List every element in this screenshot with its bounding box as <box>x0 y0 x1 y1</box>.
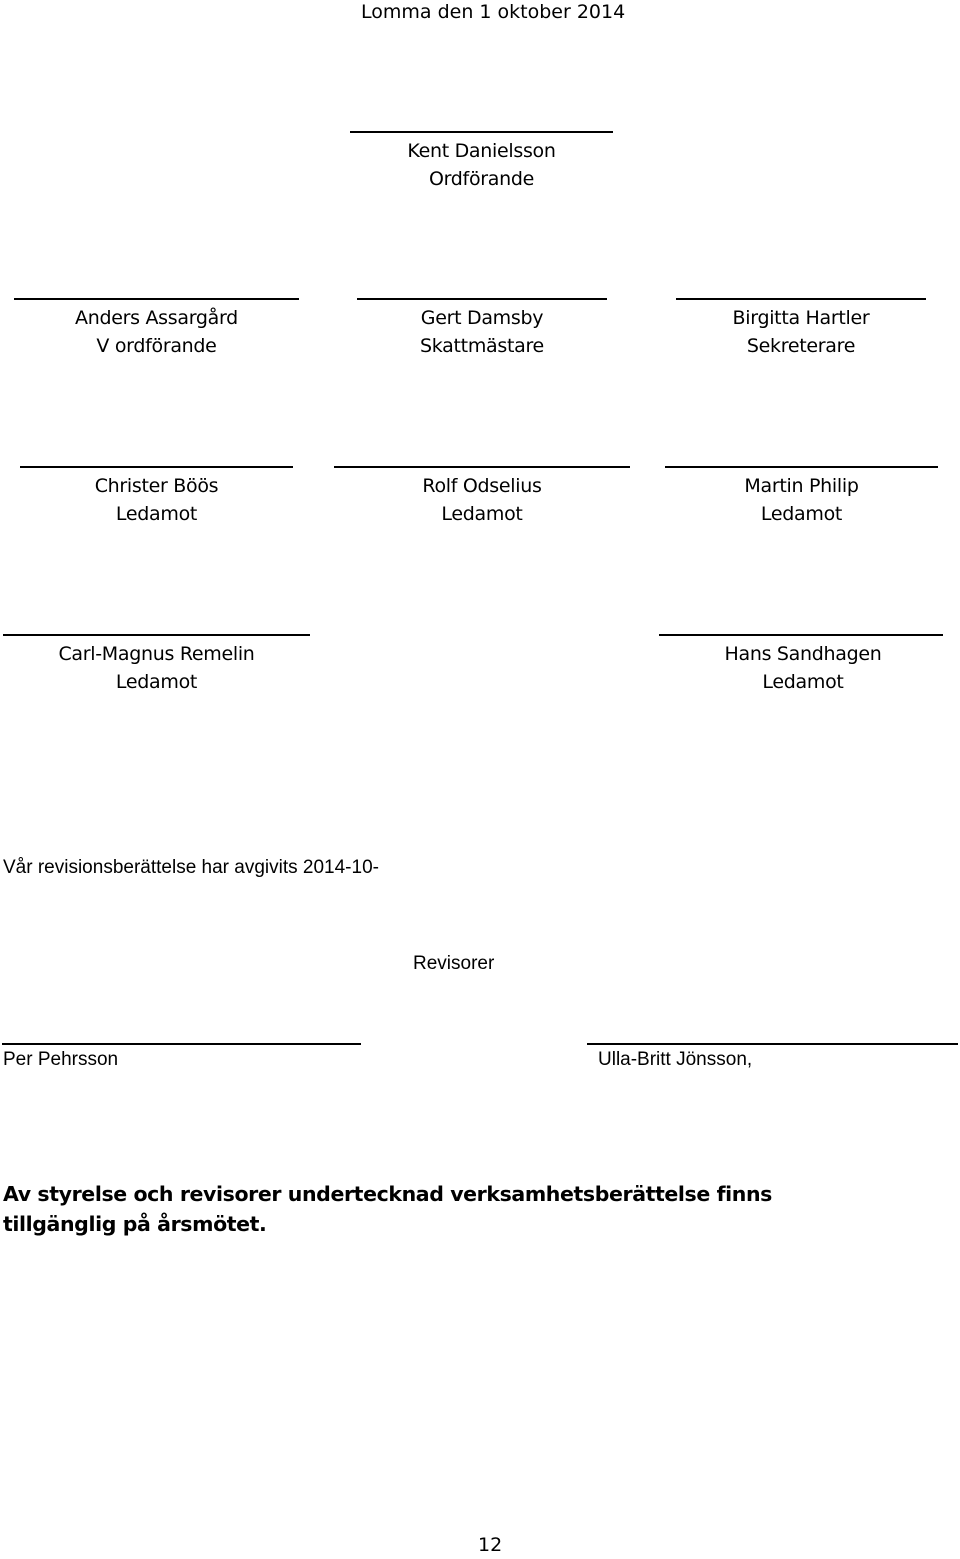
signer-role: Ledamot <box>760 503 843 525</box>
signature-member-4 <box>3 640 310 696</box>
signer-role: Ledamot <box>115 503 198 525</box>
availability-note: Av styrelse och revisorer undertecknad verksamhetsberättelse finns tillgänglig på årsmötet. <box>3 1182 772 1236</box>
signer-name: Hans Sandhagen <box>724 643 882 665</box>
signer-role: V ordförande <box>96 335 217 357</box>
signature-member-3 <box>665 472 938 528</box>
signature-line-member-5 <box>659 634 943 636</box>
signer-role: Ledamot <box>441 503 523 525</box>
signature-line-member-2 <box>334 466 630 468</box>
signer-name: Kent Danielsson <box>407 140 556 162</box>
auditors-heading: Revisorer <box>413 953 495 974</box>
signer-name: Rolf Odselius <box>422 475 542 497</box>
signer-role: Ledamot <box>762 671 844 693</box>
auditor-name-1: Per Pehrsson <box>3 1049 119 1070</box>
signer-role: Ledamot <box>115 671 198 693</box>
page-number: 12 <box>478 1534 503 1556</box>
signature-line-auditor-1 <box>2 1043 361 1045</box>
signature-secretary <box>676 304 926 360</box>
signature-member-2 <box>334 472 630 528</box>
signer-role: Sekreterare <box>746 335 856 357</box>
signature-member-1 <box>20 472 293 528</box>
signature-vice-chair <box>14 304 299 360</box>
signer-name: Gert Damsby <box>420 307 544 329</box>
signature-line-member-1 <box>20 466 293 468</box>
signature-chair <box>350 137 613 193</box>
signature-line-chair <box>350 131 613 133</box>
signature-line-vice-chair <box>14 298 299 300</box>
signer-name: Carl-Magnus Remelin <box>58 643 255 665</box>
signer-name: Anders Assargård <box>75 307 238 329</box>
signature-member-5 <box>659 640 947 696</box>
signature-line-member-3 <box>665 466 938 468</box>
signature-line-treasurer <box>357 298 607 300</box>
signature-treasurer <box>357 304 607 360</box>
signer-name: Christer Böös <box>94 475 219 497</box>
signature-line-secretary <box>676 298 926 300</box>
auditor-name-2: Ulla-Britt Jönsson, <box>598 1049 753 1070</box>
signer-role: Skattmästare <box>420 335 544 357</box>
signature-line-auditor-2 <box>587 1043 958 1045</box>
place-date: Lomma den 1 oktober 2014 <box>361 1 626 23</box>
signer-name: Martin Philip <box>744 475 859 497</box>
signer-name: Birgitta Hartler <box>732 307 870 329</box>
signature-line-member-4 <box>3 634 310 636</box>
audit-statement: Vår revisionsberättelse har avgivits 2014-10- <box>3 857 379 878</box>
signer-role: Ordförande <box>428 168 535 190</box>
